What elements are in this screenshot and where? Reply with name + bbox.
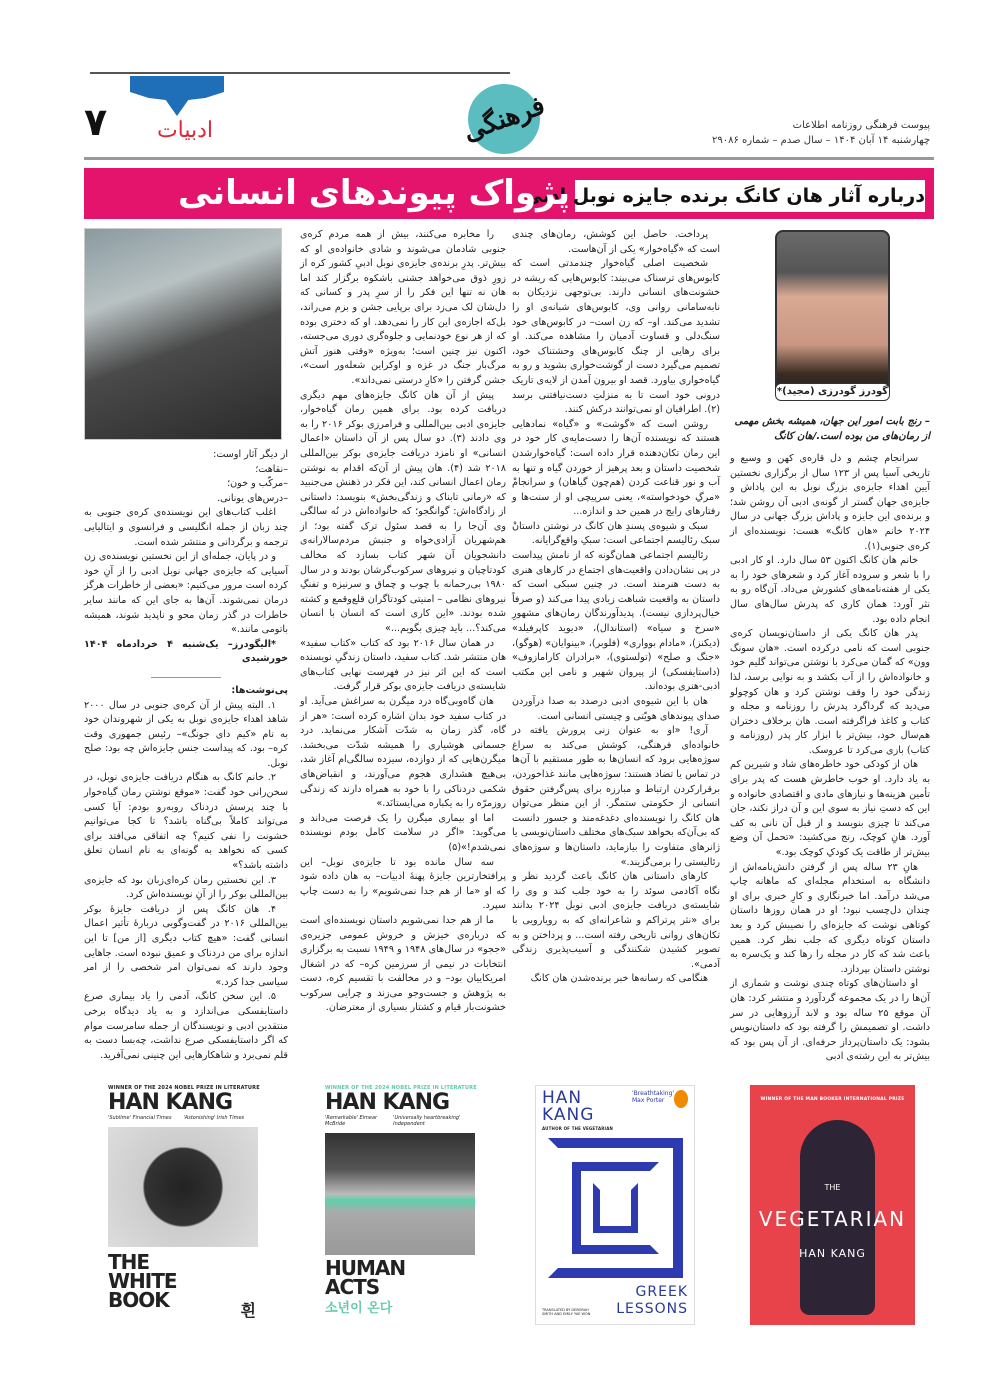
publication-info bbox=[690, 118, 930, 148]
paragraph: رئالیسم اجتماعی همان‌گونه که از نامش پیداست در پی نشان‌دادن واقعیت‌های اجتماع در کارهای هنری به دست هنرمند است. در چنین سبکی است که داستان به واقعیت شباهت زیادی پیدا می‌کند (و صرفاً خیال‌پردازی نیست). پدیدآورندگان رمان‌های مشهورِ «سرخ و سیاه» (استاندال)، «دیوید کاپرفیلد» (دیکنز)، «مادام بوواری» (فلوبر)، «بینوایان» (هوگو)، «جنگ و صلح» (تولستوی)، «برادران کارامازوف» (داستایفسکی) از پیروان شهیر و نامی این مکتب ادبی-هنری بوده‌اند. bbox=[512, 550, 720, 693]
paragraph: ما از هم جدا نمی‌شویم داستان نویسنده‌ای است که درباره‌ی خیزش و خروش عمومی جزیره‌ی «ججو» در سال‌های ۱۹۴۸ و ۱۹۴۹ نسبت به برگزاری انتخابات در نیمی از سرزمین کره– که در اشغال امریکاییان بود– و در مخالفت با تقسیم کره، دست به پژوهش و جست‌وجو می‌زند و چرایی سرکوب خشونت‌بار قیام و کشتار بسیاری از معترضان. bbox=[300, 914, 507, 1014]
paragraph: ۴. هان کانگ پس از دریافت جایزهٔ بوکر بین‌المللی ۲۰۱۶ در گفت‌وگویی دربارهٔ تأثیر اعمال انسانی گفت: «هیچ کتاب دیگری [از من] تا این اندازه برای من دردناک و عمیق نبوده است. جاهایی وجود دارند که نمی‌توان امر شخصی را از امر سیاسی جدا کرد.» bbox=[84, 903, 288, 988]
section-ornament bbox=[130, 76, 224, 116]
paragraph: سه سال مانده بود تا جایزه‌ی نوبل– این پرافتخارترین جایزهٔ پهنهٔ ادبیات– به هان داده شود که او «ما از هم جدا نمی‌شویم» را به دست چاپ سپرد. bbox=[300, 856, 506, 912]
cover-korean: 흰 bbox=[240, 1301, 256, 1320]
han-kang-photo bbox=[84, 228, 282, 440]
paragraph: هان از کودکی خود خاطره‌های شاد و شیرین کم به یاد دارد. او خوب خاطرش هست که پدر برای تأمین هزینه‌ها و نیازهای مادی و اقتصادی خانواده و این که دستِ نیاز به سوی این و آن دراز نکند، جان می‌کند تا چیزی بنویسد و از قبل آن نانی به کف آورد. هانِ کوچک، رنج می‌کشید: «تحمل آن وضع بیش‌تر از طاقت یک کودکِ کوچک بود.» bbox=[730, 759, 930, 859]
author-photo bbox=[775, 230, 890, 395]
header-divider bbox=[84, 157, 934, 160]
paragraph: –نقاهت؛ bbox=[255, 463, 288, 475]
cover-title-small: THE bbox=[824, 1183, 841, 1192]
section-label: ادبیات bbox=[156, 118, 214, 143]
paragraph: سرانجام چشم و دل قاره‌ی کهن و وسیع و تاریخی آسیا پس از ۱۲۳ سال از برگزاری نخستین آیین اهداء جایزه‌ی بزرگ نوبل به این پاداش و جایزه‌ی جهان گستر از گونه‌ی ادبی آن روشن شد؛ و برنده‌ی این جایزه و پاداش بزرگ جهانی در سال ۲۰۲۴ خانم «هان کانگ» هست: نویسنده‌ای از کره‌ی جنوبی(۱). bbox=[730, 453, 930, 552]
cover-author: HAN KANG bbox=[108, 1090, 233, 1115]
paragraph: شخصیت اصلی گیاه‌خوار چندمدتی است که کابوس‌های ترسناک می‌بیند: کابوس‌هایی که ریشه در خشونت‌های انسانی دارند. بی‌توجهی نزدیکان به نابه‌سامانی روانی وی، کابوس‌های شبانه‌ی او را تشدید می‌کند. او– که زن است– در کابوس‌های خود سنگ‌دلی و قساوت آدمیان را مشاهده می‌کند. او برای رهایی از چنگ کابوس‌های وحشتناک خود، تصمیم می‌گیرد دست از گوشت‌خواری بشوید و رو به گیاه‌خواری بیاورد. قصد او بیرون آمدن از لایه‌ی تاریک درونی خود است تا به منزلتِ دست‌نیافتنی برسد (۲). اطرافیان او نمی‌توانند درکش کنند. bbox=[512, 258, 720, 416]
paragraph: هنگامی که رسانه‌ها خبر برنده‌شدن هان کانگ bbox=[530, 973, 708, 985]
paragraph: ۵. این سخن کانگ، آدمی را یاد بیماری صرع داستایفسکی می‌اندازد و به یاد دیدگاه برخی منتقدین ادبی و نویسندگان از جمله سامرست موام که اگر داستایفسکی صرع نداشت، چه‌بسا دست به قلم نمی‌برد و شاهکارهایی این چنینی نمی‌آفرید. bbox=[84, 991, 288, 1061]
cover-author: HAN KANG bbox=[542, 1088, 595, 1125]
paragraph: –مرکّب و خون؛ bbox=[227, 478, 288, 490]
article-column-3 bbox=[300, 228, 506, 1080]
paragraph: او داستان‌های کوتاه چندی نوشت و شماری از آن‌ها را در یک مجموعه گردآورد و منتشر کرد: هان آن موقع ۲۵ ساله بود و لابد آرزوهایی در سر داشت. او تصمیمش را گرفته بود که داستان‌نویس بشود: یک داستان‌پرداز حرفه‌ای. از آن پس بود که بیش‌تر به این رشته‌ی ادبی bbox=[730, 978, 930, 1063]
publication-name: پیوست فرهنگی روزنامه اطلاعات bbox=[792, 120, 930, 131]
article-column-4 bbox=[84, 448, 288, 1080]
paragraph: از دیگر آثار اوست: bbox=[213, 449, 288, 460]
paragraph: و در پایان، جمله‌ای از این نخستین نویسنده‌ی زن آسیایی که جایزه‌ی جهانی نوبل ادبی را از آنِ خود کرده است مرور می‌کنیم: «بعضی از خاطرات هرگز درمان نمی‌شوند. آن‌ها به جای این که مانند سایر خاطرات در گذر زمان محو و ناپدید شوند، همیشه باتومی مانند.» bbox=[84, 551, 288, 636]
paragraph: هان گاه‌وبی‌گاه درد میگرن به سراغش می‌آید. او در کتاب سفید خود بدان اشاره کرده است: «هر از گاه، گذر زمان به شدّت آشکار می‌نماید. درد جسمانی هوشیاری را همیشه شدّت می‌بخشد. میگرن‌هایی که از دوازده، سیزده سالگی‌ام آغاز شد، بی‌هیچ هشداری هجوم می‌آورند، و انقباض‌های شکمی دردناکی را با خود به همراه دارند که زندگی روزمرّه را به یکباره می‌ایستانَد.» bbox=[300, 696, 506, 810]
paragraph: اغلب کتاب‌های این نویسنده‌ی کره‌ی جنوبی به چند زبان از جمله انگلیسی و فرانسوی و ایتالیایی ترجمه و برگردانی و منتشر شده است. bbox=[84, 507, 288, 548]
paragraph: پی‌نوشت‌ها: bbox=[231, 684, 288, 696]
logo-text: فرهنگی bbox=[459, 90, 549, 148]
paragraph: خانم هان کانگ اکنون ۵۳ سال دارد. او کار ادبی را با شعر و سروده آغاز کرد و شعرهای خود را به یکی از هفته‌نامه‌های کشورش می‌داد. آن‌گاه رو به نثر آورد: همان کاری که پدرش سال‌های سال انجام داده بود. bbox=[730, 555, 930, 625]
paragraph: کارهای داستانی هان کانگ باعث گردید نظر و نگاه آکادمی سوئد را به خود جلب کند و وی را شایسته‌ی دریافت جایزه‌ی ادبی نوبل ۲۰۲۴ بدانند برای «نثر پرتراکم و شاعرانه‌ای که به رویارویی با تکان‌های روانی تاریخی رفته است... و پرداختن و به تصویر کشیدن شکنندگی و آسیب‌پذیری زندگی آدمی». bbox=[512, 871, 720, 970]
author-caption: گودرز گودرزی (مجید)* bbox=[775, 383, 890, 401]
page-number: ۷ bbox=[84, 100, 108, 144]
penguin-logo bbox=[674, 1090, 688, 1108]
spiral-art bbox=[548, 1138, 683, 1278]
pull-quote: – رنج بابت امور این جهان، همیشه بخش مهمی از رمان‌های من بوده است./هان کانگ bbox=[734, 416, 930, 442]
paragraph: آری! «او به عنوان زنی پرورش یافته در خانواده‌ای فرهنگی، کوشش می‌کند به سراغ سوژه‌هایی برود که انسان‌ها به طور مستقیم با آن‌ها در تماس یا تضاد هستند: سوژه‌هایی مانند غذاخوردن، برقرارکردن ارتباط و مبارزه برای پس‌گرفتن حقوق انسانی از حکومتی ستمگر. از این منظر می‌توان هان کانگ را نویسنده‌ای دغدغه‌مند و جسور دانست که بی‌آن‌که بخواهد سبک‌های مختلف داستان‌نویسی یا ژانرهای متفاوت را بیازماید، داستان‌ها و سوژه‌های رئالیستی را برمی‌گزیند.» bbox=[512, 725, 720, 868]
cover-author: HAN KANG bbox=[799, 1247, 866, 1260]
book-cover-human-acts bbox=[325, 1085, 475, 1325]
cover-art bbox=[325, 1133, 475, 1255]
article-column-1 bbox=[730, 452, 930, 1080]
cover-korean: 소년이 온다 bbox=[325, 1301, 393, 1316]
paragraph: هانِ ۲۳ ساله پس از گرفتن دانش‌نامه‌اش از دانشگاه به استخدام مجله‌ای که ماهانه چاپ می‌شد درآمد. اما خبرنگاری و کارِ خبری برای او چندان دل‌چسب نبود؛ او در همان روزها داستان کوتاهی نوشت که جایزه‌ای را نصیبش کرد و بعد داستان کوتاه دیگری که جلب نظر کرد. همین باعث شد که کار در مجله را رها کند و یک‌سره به نوشتن داستان بپردازد. bbox=[730, 861, 930, 975]
paragraph: پیش از آن هان کانگ جایزه‌های مهم دیگری دریافت کرده بود. برای همین رمان گیاه‌خوار، جایزه‌ی ادبی بین‌المللی و فرامرزی بوکر ۲۰۱۶ را به وی دادند (۳). دو سال پس از آن داستان «اعمال انسانی» او نامزد دریافت جایزه‌ی بوکر بین‌المللی ۲۰۱۸ شد (۴). هان پیش از آن‌که اقدام به نوشتن رمان اعمال انسانی کند، این فکر در ذهنش می‌جنبید که «رمانی تابناک و زندگی‌بخش» بنویسد: داستانی از زادگاه‌اش: گوانگجو؛ که خانواده‌اش در نُه سالگی وی آن‌جا را به قصد سئول ترک گفته بود؛ از هم‌شهریان آزادی‌خواه و جنبش مردم‌سالارانه‌ی دانشجویان آن شهر کتاب بسازد که مخالف کودتاچیان و نیروهای سرکوب‌گرشان بودند و در سال ۱۹۸۰ بی‌رحمانه با چوب و چماق و سرنیزه و تفنگِ نیروهای نظامی – امنیتی کودتاگران قلع‌وقمع و کشته شده بودند. «این کاری است که انسان با انسان می‌کند؟... باید چیزی بگویم...» bbox=[300, 389, 506, 635]
paragraph: در همان سال ۲۰۱۶ بود که کتاب «کتاب سفید» هان منتشر شد. کتاب سفید، داستان زندگیِ نویسنده است که این اثر نیز در فهرست نهایی کتاب‌های شایسته‌ی دریافت جایزه‌ی بوکر قرار گرفت. bbox=[300, 637, 506, 693]
book-cover-vegetarian bbox=[750, 1085, 915, 1325]
cover-art bbox=[108, 1127, 258, 1247]
paragraph: را مخابره می‌کنند، بیش از همه مردم کره‌ی جنوبی شادمان می‌شوند و شادی خانواده‌ی او که بیش‌تر. پدرِ برنده‌ی جایزه‌ی نوبل ادبیِ کشور کره از زورِ ذوق می‌خواهد جشنی باشکوه برگزار کند اما هان نه تنها این فکر را از سرِ پدر و کسانی که دل‌شان لک می‌زد برای برپایی جشن و بزم می‌راند، بل‌که اجازه‌ی این کار را نمی‌دهد. او که دختری بوده که از هر نوع خودنمایی و جلوه‌گری دوری می‌جسته، اکنون نیز چنین است؛ به‌ویژه «وقتی هنوز آتش مرگ‌بار جنگ در غزه و اوکراین شعله‌ور است»، جشن گرفتن را «کارِ درستی نمی‌داند». bbox=[300, 229, 506, 386]
headline-title: پژواک پیوندهای انسانی bbox=[177, 173, 570, 213]
paragraph: *الیگودرز– یک‌شنبه ۴ خردادماه ۱۴۰۴ خورشیدی bbox=[84, 638, 288, 665]
paragraph: ۳. این نخستین رمان کره‌ای‌زبان بود که جایزه‌ی بین‌المللی بوکر را از آنِ نویسنده‌اش کرد. bbox=[84, 874, 288, 901]
cover-blurb: 'Astonishing' Irish Times bbox=[183, 1115, 245, 1121]
paragraph: پدر هان کانگ یکی از داستان‌نویسان کره‌ی جنوبی است که نامی درکرده است. «هان سونگ وون» که گمان می‌کرد با نوشتن می‌تواند گلیم خود و خانواده‌اش را از آب بکشد و به نوایی برسد، لذا زندگی خود را وقف نوشتن کرد و هان کوچولو می‌دید که گرداگرد پدرش را روزنامه و مجله و کتاب و کاغذ فراگرفته است. هان برخلاف دختران هم‌سال خود، بیش‌تر با ابزار کار پدر (روزنامه و کتاب) بازی می‌کرد تا عروسک. bbox=[730, 628, 930, 756]
paragraph: هان با این شیوه‌ی ادبی درصدد به صدا درآوردن صدای پیوندهای هویّتی و چیستی انسانی است. bbox=[512, 696, 720, 722]
book-cover-white-book bbox=[108, 1085, 258, 1325]
cover-title: GREEK LESSONS bbox=[616, 1284, 688, 1317]
paragraph: ۱. البته پیش از آن کره‌ی جنوبی در سال ۲۰۰۰ شاهد اهداء جایزه‌ی نوبل به یکی از شهروندان خود به نام «کیم دای جونگ»– رئیس جمهوری وقت کره– بود. که پیداست جنس جایزه‌اش چه بود: صلح نوبل. bbox=[84, 699, 288, 769]
article-column-2 bbox=[512, 228, 720, 1080]
issue-line: چهارشنبه ۱۴ آبان ۱۴۰۴ – سال صدم – شماره ۲۹۰۸۶ bbox=[711, 135, 930, 146]
paragraph: اما او بیماری میگرن را یک فرصت می‌داند و می‌گوید: «اگر در سلامت کامل بودم نویسنده نمی‌شدم!»(۵) bbox=[300, 812, 506, 853]
cover-tagline: AUTHOR OF THE VEGETARIAN bbox=[542, 1126, 614, 1131]
cover-blurb: 'Remarkable' Eimear McBride bbox=[325, 1115, 378, 1127]
notes-divider bbox=[151, 677, 221, 678]
farhangi-logo bbox=[459, 84, 549, 154]
paragraph: سبک و شیوه‌ی پسندِ هان کانگ در نوشتن داستانْ سبک رئالیسم اجتماعی است: سبکِ واقع‌گرایانه. bbox=[512, 520, 720, 547]
cover-title: THE WHITE BOOK bbox=[108, 1250, 177, 1312]
headline-subtitle: درباره آثار هان کانگ برنده جایزه نوبل ادبی bbox=[575, 180, 925, 212]
header-rule bbox=[90, 72, 510, 74]
cover-banner: WINNER OF THE 2024 NOBEL PRIZE IN LITERATURE bbox=[108, 1085, 260, 1091]
cover-title: HUMAN ACTS bbox=[325, 1256, 406, 1299]
paragraph: روشن است که «گوشت» و «گیاه» نمادهایی هستند که نویسنده آن‌ها را دست‌مایه‌ی کار خود در این رمان تکان‌دهنده قرار داده است: گیاه‌خوارشدن شخصیت داستان و بعد پرهیز از خوردن گیاه و تنها به آب و نور قناعت کردن (هم‌چون گیاهان) و سرانجامْ «مرگِ خودخواسته»، یعنی سرپیچی او از سنت‌ها و رفتارهای رایج در همین حد و اندازه... bbox=[512, 418, 720, 518]
cover-banner: WINNER OF THE MAN BOOKER INTERNATIONAL PRIZE bbox=[760, 1097, 905, 1102]
paragraph: ۲. خانم کانگ به هنگام دریافت جایزه‌ی نوبل، در سخن‌رانی خود گفت: «موقع نوشتن رمان گیاه‌خوار با چند پرسش دردناک روبه‌رو بودم: آیا کسی می‌تواند کاملاً بی‌گناه باشد؟ تا کجا می‌توانیم خشونت را نفی کنیم؟ چه اتفاقی می‌افتد برای کسی که نخواهد به گونه‌ای به نام انسان تعلق داشته باشد؟» bbox=[84, 772, 288, 872]
cover-banner: WINNER OF THE 2024 NOBEL PRIZE IN LITERATURE bbox=[325, 1085, 477, 1091]
cover-blurb: 'Sublime' Financial Times bbox=[108, 1115, 172, 1121]
cover-translator: TRANSLATED BY DEBORAH SMITH AND EMILY YAE WON bbox=[542, 1308, 591, 1316]
cover-blurb: 'Universally heartbreaking' Independent bbox=[393, 1115, 461, 1127]
cover-blurb: 'Breathtaking' Max Porter bbox=[632, 1090, 675, 1104]
paragraph: پرداخت. حاصل این کوشش، رمان‌های چندی است که «گیاه‌خوار» یکی از آن‌هاست. bbox=[512, 229, 720, 255]
cover-author: HAN KANG bbox=[325, 1090, 450, 1115]
book-cover-greek-lessons bbox=[535, 1085, 695, 1325]
cover-title: VEGETARIAN bbox=[758, 1207, 907, 1231]
paragraph: –درس‌های یونانی. bbox=[217, 492, 288, 504]
